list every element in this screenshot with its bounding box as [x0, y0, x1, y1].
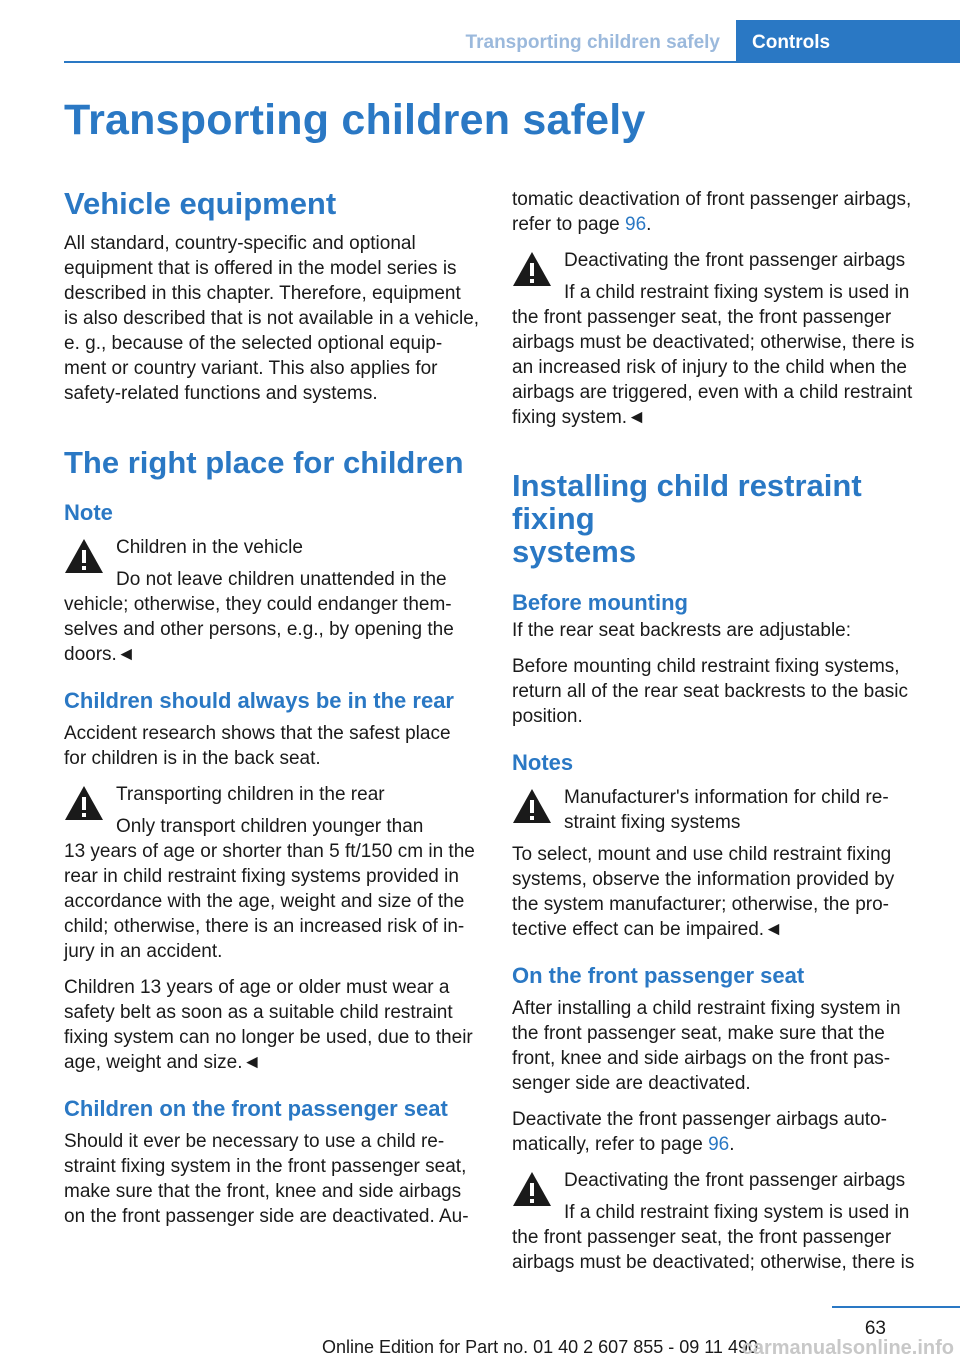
text-line: selves and other persons, e.g., by opening the	[64, 619, 454, 640]
warning-icon	[512, 251, 552, 287]
text-line: rear in child restraint fixing systems provided in	[64, 866, 459, 887]
text-line: 13 years of age or shorter than 5 ft/150 cm in the	[64, 841, 475, 862]
notes-text	[512, 842, 930, 942]
text-span: refer to page	[512, 214, 626, 235]
text-line: return all of the rear seat backrests to the basic	[512, 681, 909, 702]
warning-body	[512, 305, 930, 430]
text-line: equipment that is offered in the model series is	[64, 258, 457, 279]
front-text	[64, 1129, 482, 1229]
warning-block	[512, 248, 930, 305]
page-header	[0, 0, 960, 62]
right-column	[512, 183, 930, 1275]
vehicle-equipment-text	[64, 231, 482, 406]
text-line: Accident research shows that the safest place	[64, 723, 451, 744]
text-line: airbags must be deactivated; otherwise, there is	[512, 332, 915, 353]
warning-title: Manufacturer's information for child re-	[564, 787, 889, 808]
warning-block	[512, 1168, 930, 1225]
text-line: After installing a child restraint fixing system in	[512, 998, 901, 1019]
text-line: tomatic deactivation of front passenger airbags,	[512, 189, 912, 210]
text-line	[512, 212, 930, 237]
text-line: an increased risk of injury to the child when the	[512, 357, 907, 378]
heading-vehicle-equipment: Vehicle equipment	[64, 186, 337, 221]
text-line: the system manufacturer; otherwise, the pro-	[512, 894, 889, 915]
text-line: tective effect can be impaired.◄	[512, 919, 783, 940]
text-line: safety belt as soon as a suitable child restraint	[64, 1002, 453, 1023]
text-line: All standard, country-specific and optional	[64, 233, 416, 254]
text-line: ment or country variant. This also applies for	[64, 358, 438, 379]
text-line: for children is in the back seat.	[64, 748, 321, 769]
heading-note: Note	[64, 500, 113, 525]
heading-line: Installing child restraint fixing	[512, 468, 862, 536]
text-line: make sure that the front, knee and side airbags	[64, 1181, 462, 1202]
text-line: To select, mount and use child restraint fixing	[512, 844, 892, 865]
text-line: airbags are triggered, even with a child restraint	[512, 382, 913, 403]
text-line	[512, 1132, 930, 1157]
header-chapter-tab[interactable]: Controls	[736, 20, 960, 62]
warning-block	[64, 535, 482, 592]
page-title: Transporting children safely	[64, 96, 646, 144]
text-line: child; otherwise, there is an increased risk of in-	[64, 916, 465, 937]
text-line: systems, observe the information provided by	[512, 869, 895, 890]
header-rule	[64, 61, 960, 63]
heading-front-passenger-seat: On the front passenger seat	[512, 963, 805, 988]
text-span: matically, refer to page	[512, 1134, 709, 1155]
text-line: jury in an accident.	[64, 941, 223, 962]
text-line: Should it ever be necessary to use a child re-	[64, 1131, 445, 1152]
text-line: accordance with the age, weight and size of the	[64, 891, 465, 912]
heading-installing	[512, 469, 930, 568]
watermark: carmanualsonline.info	[741, 1337, 954, 1359]
text-line: Before mounting child restraint fixing systems,	[512, 656, 900, 677]
warning-title: Deactivating the front passenger airbags	[564, 250, 906, 271]
heading-right-place: The right place for children	[64, 445, 464, 480]
warning-body	[512, 1225, 930, 1275]
text-line: on the front passenger side are deactivated. Au-	[64, 1206, 469, 1227]
text-line: vehicle; otherwise, they could endanger them-	[64, 594, 452, 615]
warning-block	[64, 782, 482, 839]
front-seat-text	[512, 996, 930, 1096]
warning-icon	[64, 785, 104, 821]
text-span: .	[729, 1134, 735, 1155]
page-link-96[interactable]: 96	[708, 1134, 730, 1155]
rear-text	[64, 721, 482, 771]
text-line: the front passenger seat, make sure that the	[512, 1023, 885, 1044]
left-column	[64, 183, 482, 1229]
heading-notes: Notes	[512, 750, 574, 775]
text-line: safety-related functions and systems.	[64, 383, 378, 404]
before-text	[512, 654, 930, 729]
warning-icon	[512, 1171, 552, 1207]
warning-title: Deactivating the front passenger airbags	[564, 1170, 906, 1191]
warning-text: If a child restraint fixing system is used in	[564, 282, 910, 303]
heading-line: systems	[512, 534, 637, 569]
text-line: fixing system.◄	[512, 407, 646, 428]
text-line: age, weight and size.◄	[64, 1052, 262, 1073]
rear-more-text	[64, 975, 482, 1075]
text-line: the front passenger seat, the front passenger	[512, 1227, 892, 1248]
text-line: Children 13 years of age or older must wear a	[64, 977, 450, 998]
heading-children-rear: Children should always be in the rear	[64, 688, 454, 713]
text-line: the front passenger seat, the front passenger	[512, 307, 892, 328]
text-line: If the rear seat backrests are adjustable:	[512, 620, 852, 641]
header-section-title: Transporting children safely	[465, 32, 720, 53]
text-line: senger side are deactivated.	[512, 1073, 751, 1094]
warning-text: Do not leave children unattended in the	[116, 569, 447, 590]
text-line: fixing system can no longer be used, due to their	[64, 1027, 473, 1048]
text-line: straint fixing system in the front passenger seat,	[64, 1156, 467, 1177]
text-line: e. g., because of the selected optional equip-	[64, 333, 443, 354]
text-line: doors.◄	[64, 644, 136, 665]
footer-edition: Online Edition for Part no. 01 40 2 607 855 - 09 11 490	[322, 1337, 758, 1357]
text-line: front, knee and side airbags on the front pas-	[512, 1048, 891, 1069]
footer-rule	[832, 1306, 960, 1308]
page-link-96[interactable]: 96	[625, 214, 647, 235]
text-line: airbags must be deactivated; otherwise, there is	[512, 1252, 915, 1273]
warning-title: straint fixing systems	[564, 812, 741, 833]
warning-icon	[64, 538, 104, 574]
text-span: .	[646, 214, 652, 235]
warning-icon	[512, 788, 552, 824]
text-line: Deactivate the front passenger airbags auto-	[512, 1109, 887, 1130]
deactivate-text	[512, 1107, 930, 1157]
heading-children-front: Children on the front passenger seat	[64, 1096, 448, 1121]
note-text	[64, 592, 482, 667]
warning-title: Transporting children in the rear	[116, 784, 385, 805]
warning-text: If a child restraint fixing system is used in	[564, 1202, 910, 1223]
warning-block	[512, 785, 930, 835]
text-line: described in this chapter. Therefore, equipment	[64, 283, 461, 304]
text-line: is also described that is not available in a vehicle,	[64, 308, 480, 329]
rear-warning-text	[64, 839, 482, 964]
page-number: 63	[864, 1318, 886, 1339]
warning-text: Only transport children younger than	[116, 816, 424, 837]
text-line: position.	[512, 706, 583, 727]
warning-title: Children in the vehicle	[116, 537, 303, 558]
heading-before-mounting: Before mounting	[512, 590, 688, 615]
